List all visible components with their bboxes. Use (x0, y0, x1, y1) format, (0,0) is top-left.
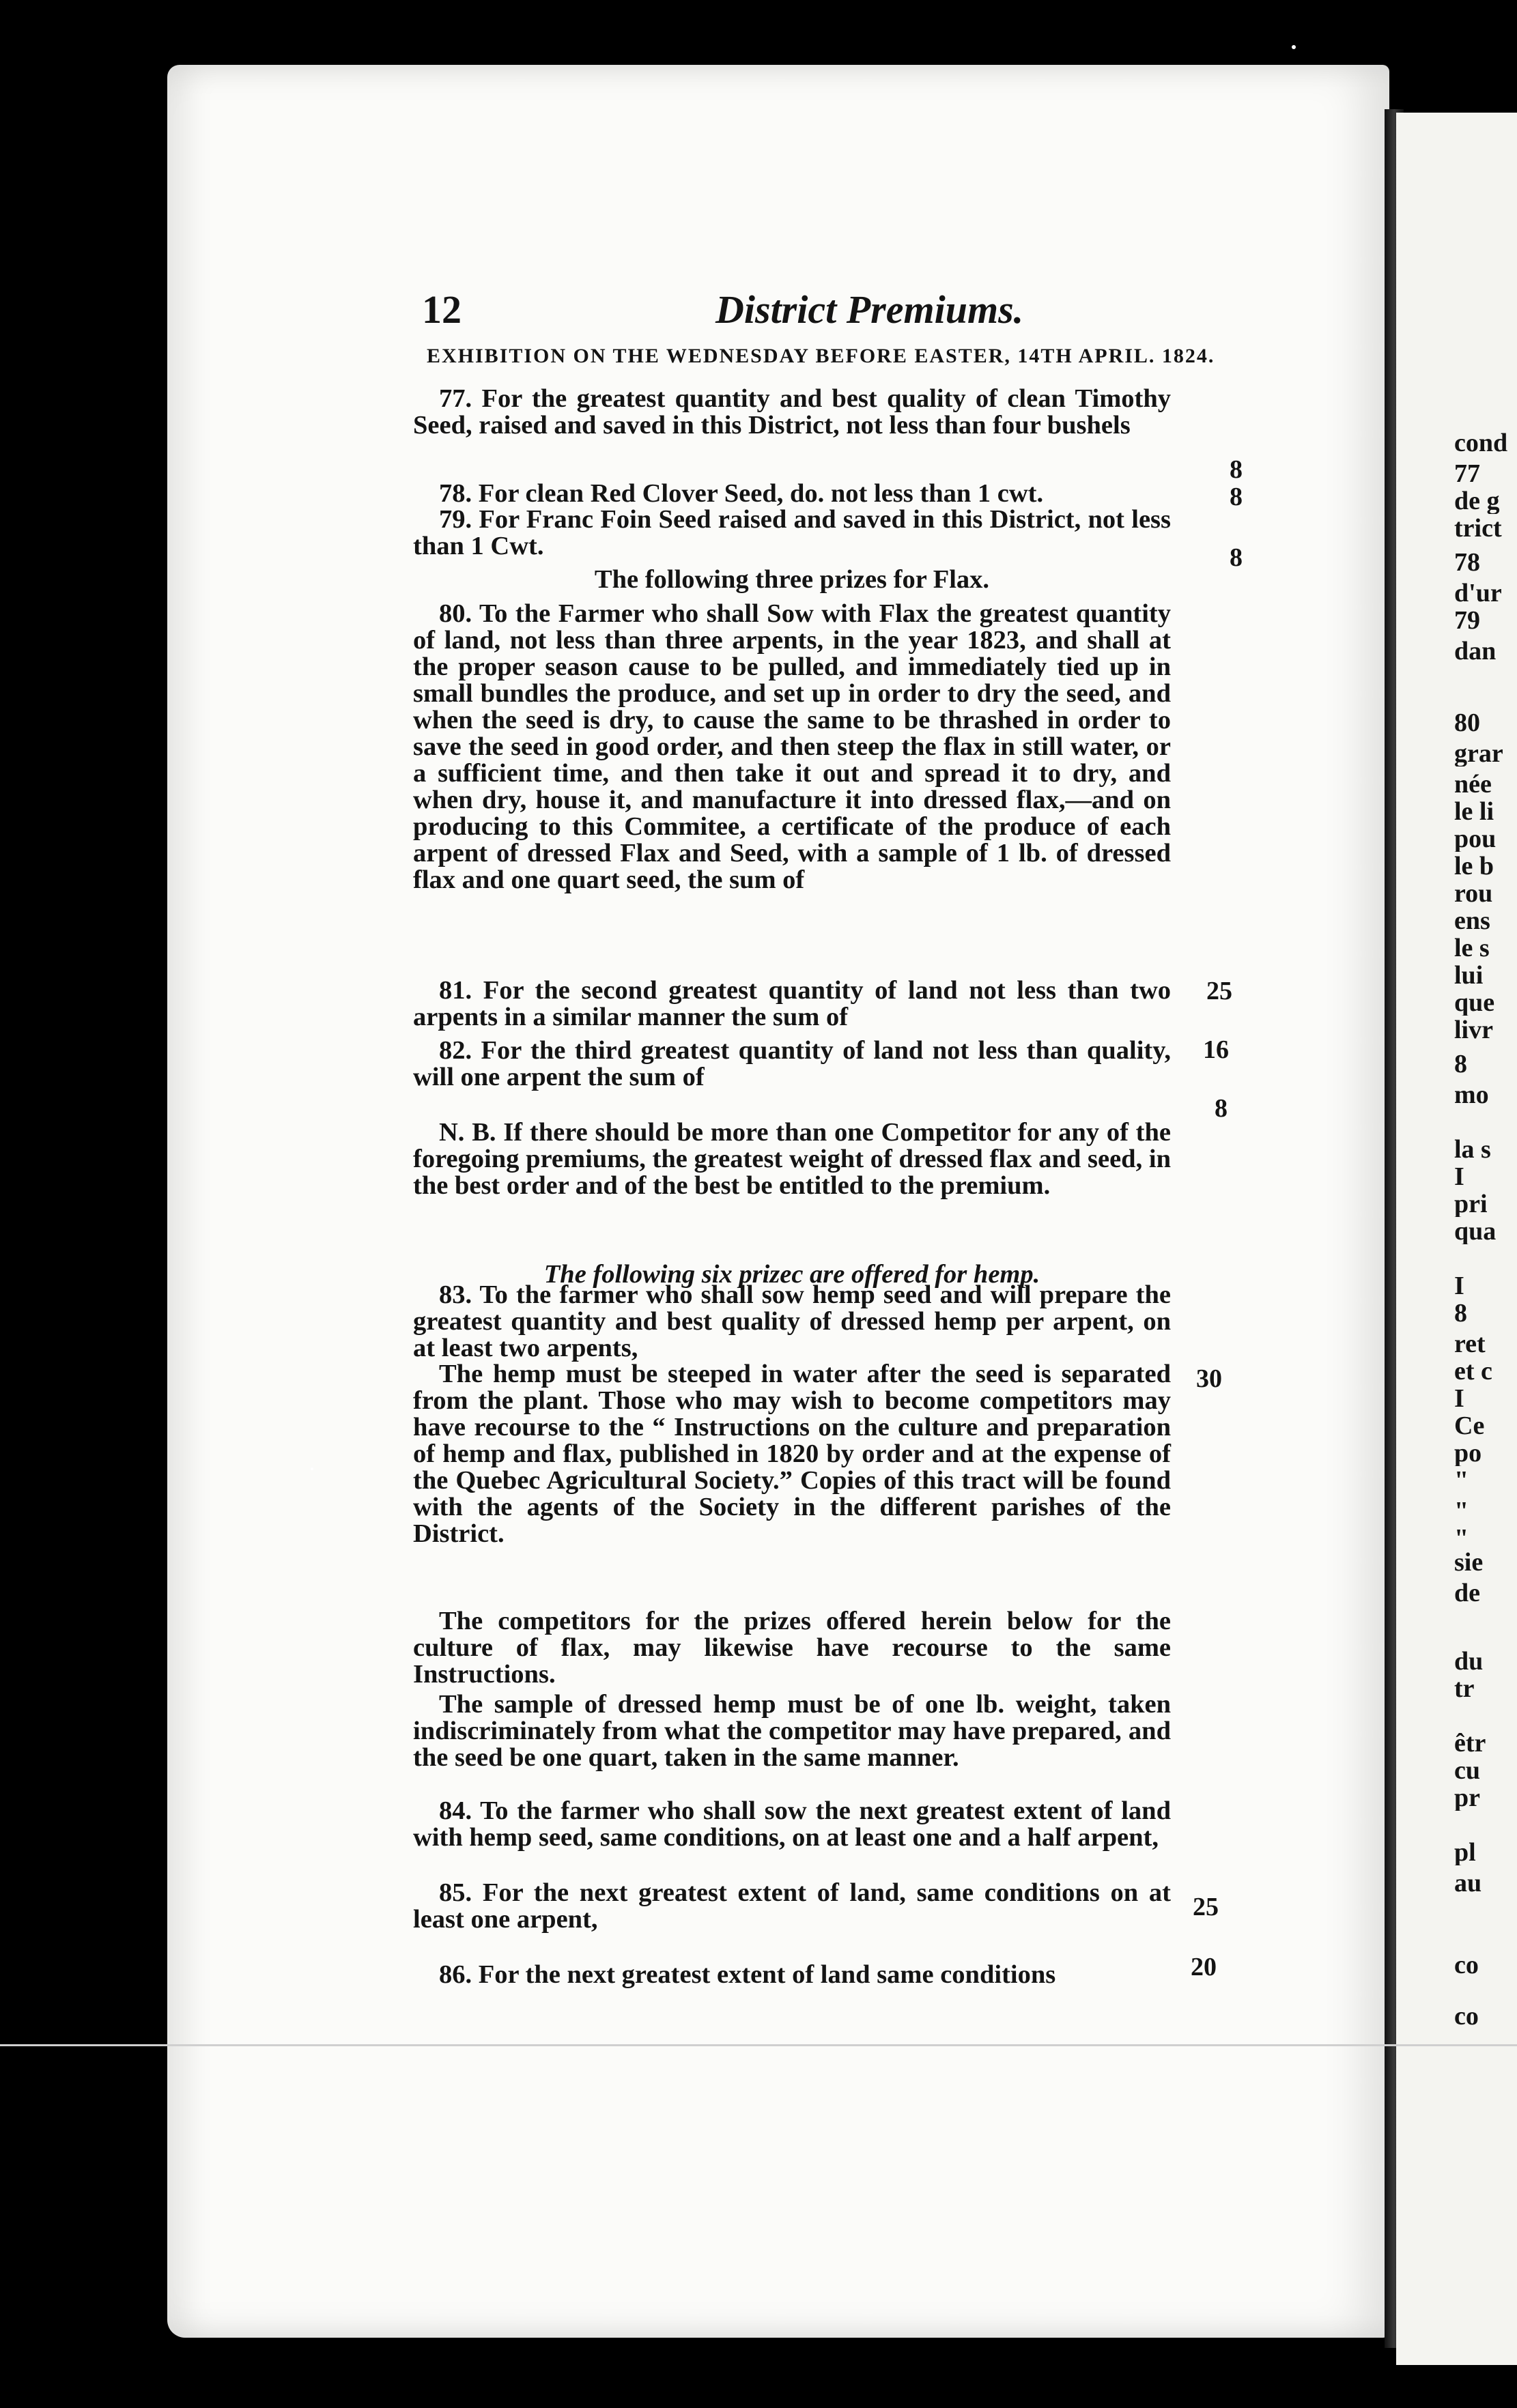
facing-page-fragment: le li (1454, 799, 1494, 825)
competitors-paragraph (413, 1608, 1171, 1688)
facing-page-fragment: êtr (1454, 1730, 1486, 1756)
paragraph-82 (413, 1037, 1171, 1091)
facing-page-fragment: pou (1454, 826, 1497, 852)
facing-page-fragment: cu (1454, 1758, 1480, 1783)
facing-page-fragment: et c (1454, 1358, 1492, 1384)
facing-page-fragment: 78 (1454, 549, 1480, 575)
scan-line (0, 2044, 1517, 2046)
paragraph-text: N. B. If there should be more than one Competitor for any of the foregoing premiums, the greatest weight of dressed flax and seed, in the best order and of the best be entitled to the premium. (413, 1118, 1171, 1200)
amount-78: 8 (1230, 483, 1243, 511)
facing-page-fragment: rou (1454, 880, 1493, 906)
facing-page-fragment: 80 (1454, 710, 1480, 736)
paragraph-text: The hemp must be steeped in water after the seed is separated from the plant. Those who may wish to become competitors may have recourse to the “ Instructions on the culture and preparation of hemp and flax, published in 1820 by order and at the expense of the Quebec Agricultural Society.” Copies of this tract will be found with the agents of the Society in the different parishes of the District. (413, 1360, 1171, 1548)
facing-page-fragment: grar (1454, 741, 1503, 766)
paragraph-84 (413, 1798, 1171, 1851)
facing-page-fragment: " (1454, 1525, 1469, 1551)
paragraph-78 (413, 481, 1171, 507)
nb-note (413, 1119, 1171, 1199)
facing-page-fragment: Ce (1454, 1413, 1485, 1439)
amount-80: 25 (1206, 977, 1232, 1005)
running-head: District Premiums. (715, 287, 1024, 332)
facing-page-fragment: ret (1454, 1331, 1486, 1357)
sample-paragraph (413, 1691, 1171, 1771)
flax-heading (413, 567, 1171, 593)
paragraph-text: 82. For the third greatest quantity of land not less than quality, will one arpent the sum of (413, 1036, 1171, 1091)
amount-77: 8 (1230, 455, 1243, 484)
facing-page-fragment: co (1454, 2003, 1479, 2029)
paragraph-79 (413, 506, 1171, 560)
amount-79: 8 (1230, 543, 1243, 572)
facing-page-fragment: co (1454, 1952, 1479, 1978)
facing-page-fragment: trict (1454, 515, 1502, 541)
facing-page-fragment: dan (1454, 638, 1497, 664)
facing-page-fragment: que (1454, 990, 1495, 1016)
facing-page-fragment: mo (1454, 1082, 1489, 1108)
facing-page-fragment: pl (1454, 1839, 1476, 1865)
hemp-steep-paragraph (413, 1361, 1171, 1547)
paragraph-text: The competitors for the prizes offered herein below for the culture of flax, may likewise have recourse to the same Instructions. (413, 1607, 1171, 1689)
paragraph-81 (413, 977, 1171, 1031)
facing-page-fragment: de (1454, 1580, 1480, 1606)
paragraph-77 (413, 386, 1171, 439)
facing-page-fragment: tr (1454, 1676, 1475, 1702)
facing-page-fragment: le s (1454, 935, 1490, 961)
amount-83: 30 (1196, 1364, 1222, 1393)
facing-page-fragment: la s (1454, 1136, 1491, 1162)
paragraph-text: 77. For the greatest quantity and best quality of clean Timothy Seed, raised and saved in this District, not less than four bushels (413, 384, 1171, 440)
section-heading: The following three prizes for Flax. (594, 565, 990, 594)
facing-page-fragment: 8 (1454, 1051, 1467, 1077)
facing-page-fragment: " (1454, 1498, 1469, 1524)
paragraph-text: 78. For clean Red Clover Seed, do. not less than 1 cwt. (439, 479, 1044, 508)
facing-page-fragment: pri (1454, 1191, 1488, 1217)
facing-page-fragment: livr (1454, 1017, 1493, 1043)
facing-page-fragment: le b (1454, 853, 1494, 879)
facing-page-fragment: po (1454, 1440, 1482, 1466)
facing-page-fragment: ens (1454, 908, 1490, 934)
facing-page-fragment: " (1454, 1467, 1469, 1493)
amount-82: 8 (1215, 1094, 1228, 1123)
facing-page-fragment: du (1454, 1648, 1484, 1674)
facing-page-fragment: I (1454, 1164, 1464, 1190)
page-header (422, 287, 1173, 341)
facing-page-fragment: d'ur (1454, 580, 1502, 606)
facing-page-fragment: de g (1454, 488, 1500, 514)
facing-page-fragment: 8 (1454, 1300, 1467, 1326)
facing-page-fragment: née (1454, 771, 1492, 797)
amount-84: 25 (1193, 1893, 1219, 1921)
facing-page-fragment: 79 (1454, 607, 1480, 633)
facing-page-fragment: cond (1454, 430, 1508, 456)
facing-page-fragment: lui (1454, 962, 1484, 988)
section-heading: The following six prizec are offered for hemp. (543, 1260, 1040, 1289)
facing-page-fragment: I (1454, 1273, 1464, 1299)
paragraph-80 (413, 601, 1171, 893)
paragraph-text: 81. For the second greatest quantity of land not less than two arpents in a similar manner the sum of (413, 976, 1171, 1031)
paragraph-85 (413, 1880, 1171, 1933)
dust-speck (311, 1467, 313, 1470)
paragraph-text: 84. To the farmer who shall sow the next greatest extent of land with hemp seed, same conditions, on at least one and a half arpent, (413, 1796, 1171, 1852)
exhibition-line: EXHIBITION ON THE WEDNESDAY BEFORE EASTER, 14TH APRIL. 1824. (427, 345, 1215, 367)
facing-page-fragment: qua (1454, 1218, 1497, 1244)
facing-page-fragment: I (1454, 1386, 1464, 1411)
amount-85: 20 (1191, 1953, 1217, 1981)
paragraph-text: 80. To the Farmer who shall Sow with Flax the greatest quantity of land, not less than three arpents, in the year 1823, and shall at the proper season cause to be pulled, and immediately tied up in small bundles the produce, and set up in order to dry the seed, and when the seed is dry, to cause the same to be thrashed in order to save the seed in good order, and then steep the flax in still water, or a sufficient time, and then take it out and spread it to dry, and when dry, house it, and manufacture it into dressed flax,—and on producing to this Commitee, a certificate of the produce of each arpent of dressed Flax and Seed, with a sample of 1 lb. of dressed flax and one quart seed, the sum of (413, 599, 1171, 894)
facing-page-fragment: 77 (1454, 461, 1480, 487)
dust-speck (1292, 45, 1296, 49)
page-number: 12 (422, 287, 462, 332)
paragraph-text: 83. To the farmer who shall sow hemp seed and will prepare the greatest quantity and best quality of dressed hemp per arpent, on at least two arpents, (413, 1280, 1171, 1362)
paragraph-text: The sample of dressed hemp must be of one lb. weight, taken indiscriminately from what the competitor may have prepared, and the seed be one quart, taken in the same manner. (413, 1690, 1171, 1772)
facing-page-fragment: pr (1454, 1785, 1480, 1811)
facing-page-fragment: sie (1454, 1549, 1484, 1575)
facing-page-fragment: au (1454, 1870, 1482, 1896)
paragraph-text: 85. For the next greatest extent of land, same conditions on at least one arpent, (413, 1878, 1171, 1934)
amount-81: 16 (1203, 1035, 1229, 1064)
paragraph-text: 79. For Franc Foin Seed raised and saved in this District, not less than 1 Cwt. (413, 505, 1171, 560)
paragraph-text: 86. For the next greatest extent of land same conditions (439, 1960, 1056, 1989)
paragraph-86 (413, 1962, 1171, 1988)
paragraph-83 (413, 1282, 1171, 1362)
